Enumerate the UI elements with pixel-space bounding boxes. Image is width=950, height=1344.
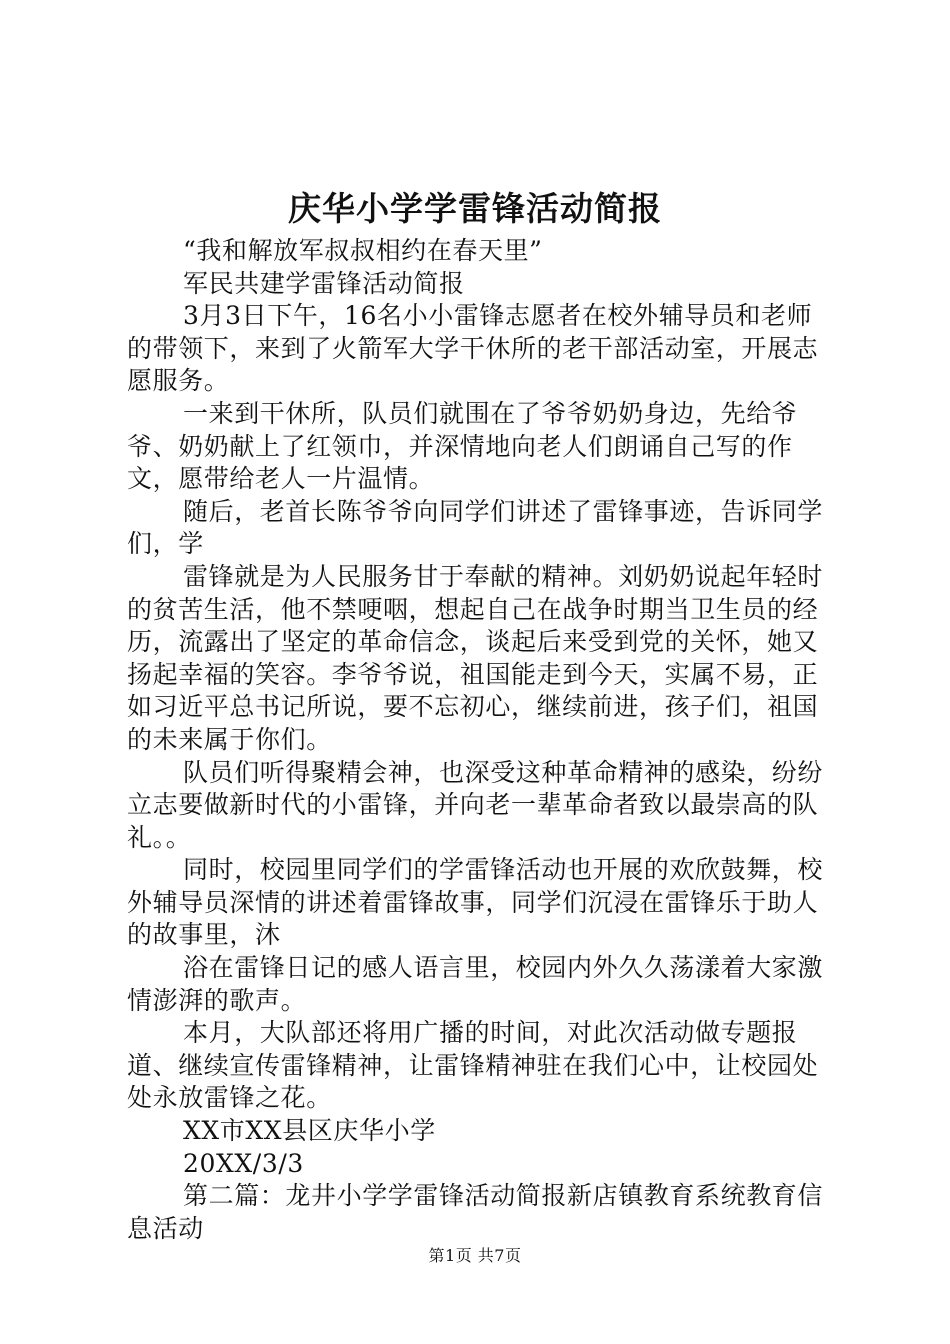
signature-school: XX市XX县区庆华小学 — [183, 1116, 436, 1146]
body-paragraph: 3月3日下午，16名小小雷锋志愿者在校外辅导员和老师的带领下，来到了火箭军大学干休所的老干部活动室，开展志愿服务。 — [127, 301, 819, 396]
page-number: 第1页 共7页 — [428, 1246, 522, 1265]
subtitle-line: 军民共建学雷锋活动简报 — [183, 268, 465, 298]
body-paragraph: 雷锋就是为人民服务甘于奉献的精神。刘奶奶说起年轻时的贫苦生活，他不禁哽咽，想起自己在战争时期当卫生员的经历，流露出了坚定的革命信念，谈起后来受到党的关怀，她又扬起幸福的笑容。李爷爷说，祖国能走到今天，实属不易，正如习近平总书记所说，要不忘初心，继续前进，孩子们，祖国的未来属于你们。 — [127, 561, 824, 754]
body-paragraph: 一来到干休所，队员们就围在了爷爷奶奶身边，先给爷爷、奶奶献上了红领巾，并深情地向老人们朗诵自己写的作文，愿带给老人一片温情。 — [127, 398, 798, 494]
subtitle-quote: “我和解放军叔叔相约在春天里” — [183, 236, 543, 265]
next-article-heading: 第二篇：龙井小学学雷锋活动简报新店镇教育系统教育信息活动 — [127, 1181, 824, 1243]
body-paragraph: 队员们听得聚精会神，也深受这种革命精神的感染，纷纷立志要做新时代的小雷锋，并向老一辈革命者致以最崇高的队礼。。 — [127, 757, 824, 852]
document-title: 庆华小学学雷锋活动简报 — [288, 189, 662, 228]
body-paragraph: 同时，校园里同学们的学雷锋活动也开展的欢欣鼓舞，校外辅导员深情的讲述着雷锋故事，同学们沉浸在雷锋乐于助人的故事里，沐 — [127, 855, 824, 950]
body-paragraph: 随后，老首长陈爷爷向同学们讲述了雷锋事迹，告诉同学们，学 — [127, 496, 824, 559]
signature-date: 20XX/3/3 — [183, 1148, 304, 1178]
body-paragraph: 本月，大队部还将用广播的时间，对此次活动做专题报道、继续宣传雷锋精神，让雷锋精神驻在我们心中，让校园处处永放雷锋之花。 — [127, 1018, 819, 1113]
document-body — [127, 235, 833, 1245]
body-paragraph: 浴在雷锋日记的感人语言里，校园内外久久荡漾着大家激情澎湃的歌声。 — [127, 953, 824, 1015]
